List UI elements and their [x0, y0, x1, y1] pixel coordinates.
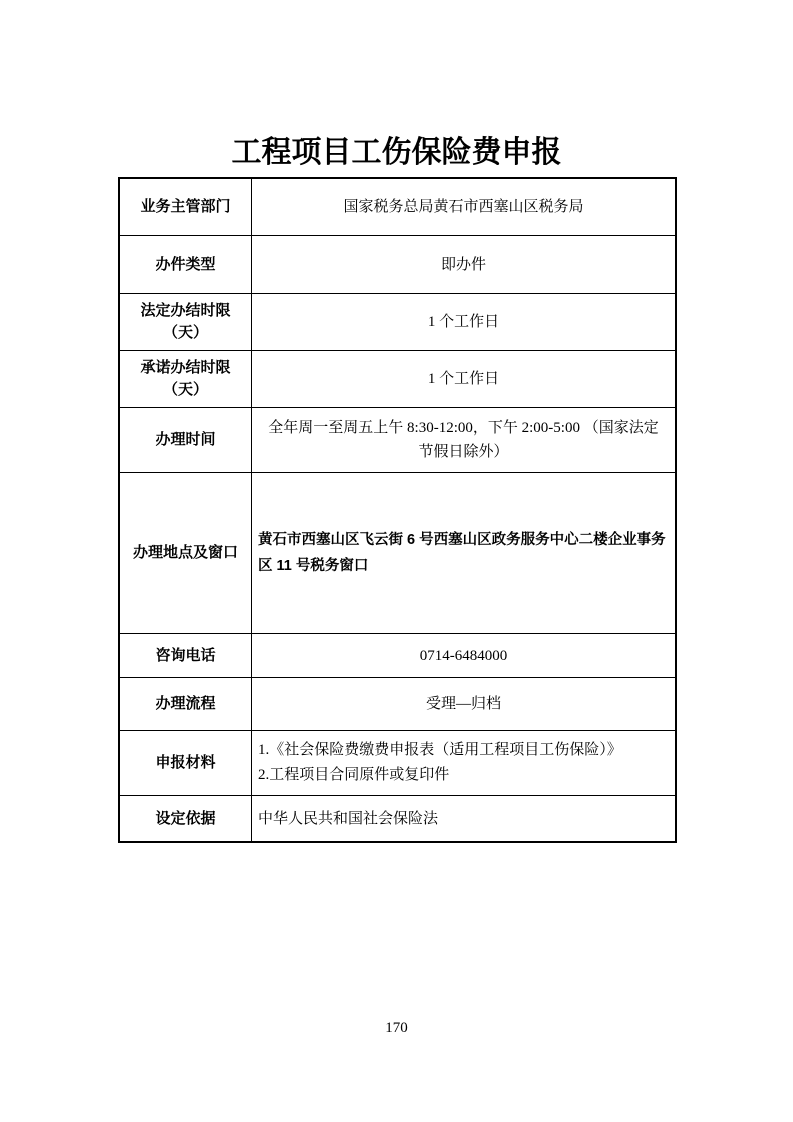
- row-label: 办理时间: [155, 431, 216, 448]
- row-value: 全年周一至周五上午 8:30-12:00，下午 2:00-5:00 （国家法定节假日除外）: [251, 408, 675, 472]
- row-label: 咨询电话: [155, 646, 216, 664]
- row-label: 申报材料: [155, 754, 216, 771]
- row-value: 1 个工作日: [251, 294, 675, 350]
- row-value: 国家税务总局黄石市西塞山区税务局: [251, 179, 675, 235]
- row-value: 即办件: [251, 236, 675, 293]
- row-label: 办理地点及窗口: [132, 544, 238, 561]
- page-number: 170: [385, 1020, 408, 1036]
- row-label: 办理流程: [155, 695, 216, 712]
- table-row: [120, 179, 675, 236]
- table-row: [120, 796, 675, 841]
- row-label: 承诺办结时限 （天）: [140, 359, 231, 398]
- service-info-table: [118, 177, 677, 843]
- row-value: 受理—归档: [251, 678, 675, 730]
- row-value: 0714-6484000: [251, 634, 675, 677]
- table-row: [120, 236, 675, 294]
- row-value: 黄石市西塞山区飞云街 6 号西塞山区政务服务中心二楼企业事务区 11 号税务窗口: [251, 473, 675, 633]
- row-value: 1.《社会保险费缴费申报表（适用工程项目工伤保险）》 2.工程项目合同原件或复印件: [251, 731, 675, 795]
- row-label: 设定依据: [155, 809, 216, 827]
- row-label: 业务主管部门: [140, 198, 231, 215]
- table-row: [120, 351, 675, 408]
- table-row: [120, 294, 675, 351]
- table-row: [120, 678, 675, 731]
- table-row: [120, 731, 675, 796]
- row-label: 法定办结时限 （天）: [140, 302, 231, 341]
- table-row: [120, 634, 675, 678]
- table-row: [120, 408, 675, 473]
- table-row: [120, 473, 675, 634]
- row-label: 办件类型: [155, 255, 216, 273]
- row-value: 中华人民共和国社会保险法: [251, 796, 675, 841]
- row-value: 1 个工作日: [251, 351, 675, 407]
- page-title: 工程项目工伤保险费申报: [231, 136, 562, 169]
